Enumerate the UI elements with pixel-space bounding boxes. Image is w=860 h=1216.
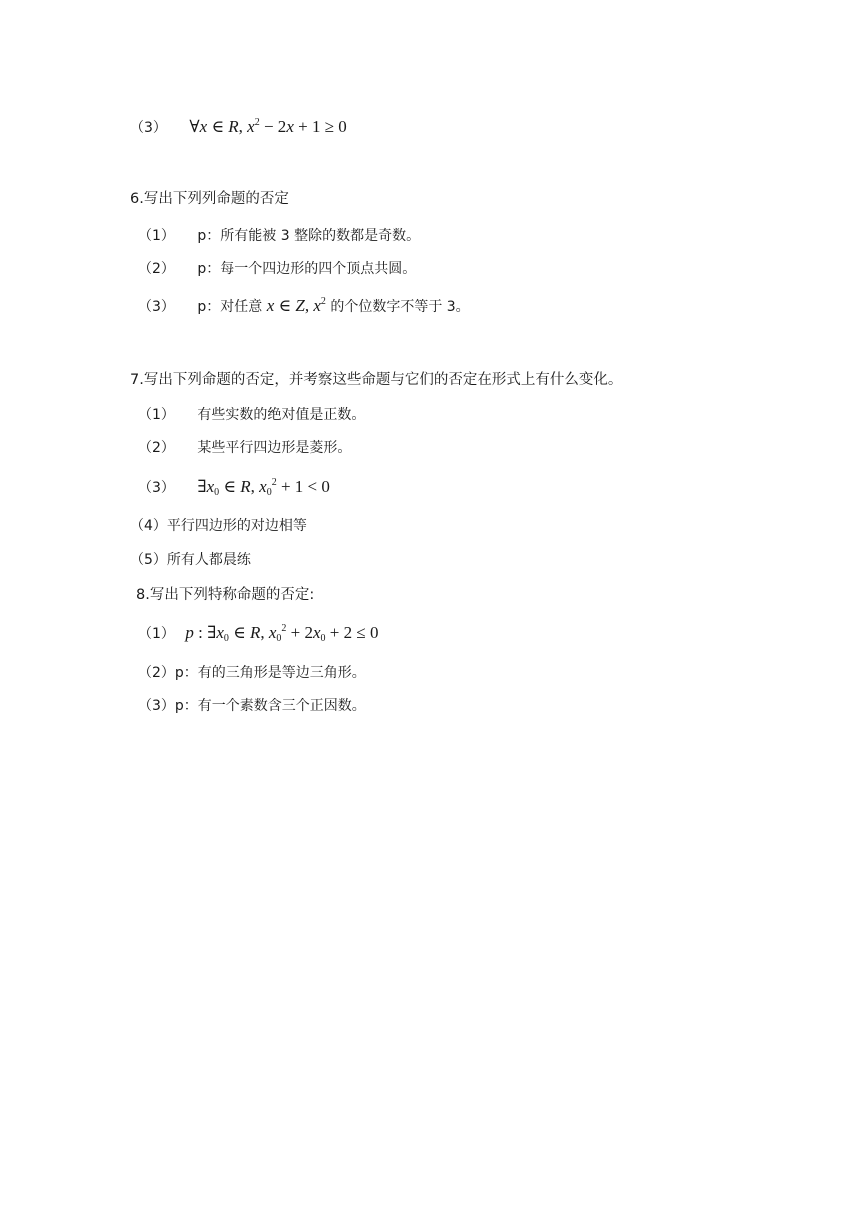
q7-item-2 (138, 439, 351, 457)
math-formula: x ∈ Z, $x^2$ (266, 296, 326, 315)
math-formula: p : $\exists x_0$ ∈ R, $x_0^2 + 2x_0 + 2 \le 0$ (185, 623, 379, 644)
item-text-prefix: p：对任意 (197, 299, 263, 315)
q6-item-3 (138, 297, 470, 316)
q6-item-2 (138, 260, 416, 278)
item-label: （1） (138, 228, 175, 244)
item-label: （1） (138, 626, 175, 642)
q7-item-4: （4）平行四边形的对边相等 (130, 518, 307, 534)
item-label: （3） (130, 120, 167, 136)
q6-item-1 (138, 227, 420, 245)
item-label: （2） (138, 440, 175, 456)
item-text: p：所有能被 3 整除的数都是奇数。 (197, 228, 421, 244)
math-formula: ∀x ∈ R, $x^2 - 2x + 1 \ge 0$ (189, 117, 347, 136)
q8-title: 8.写出下列特称命题的否定: (136, 587, 315, 603)
q6-title: 6.写出下列列命题的否定 (130, 191, 289, 207)
item-text: 某些平行四边形是菱形。 (197, 440, 352, 456)
item-label: （2） (138, 261, 175, 277)
q8-item-1 (138, 624, 378, 643)
item-text: p：每一个四边形的四个顶点共圆。 (197, 261, 417, 277)
q8-item-3: （3）p：有一个素数含三个正因数。 (138, 698, 366, 714)
q5-item-3 (130, 118, 347, 137)
item-text-suffix: 的个位数字不等于 3。 (330, 299, 470, 315)
item-label: （3） (138, 480, 175, 496)
q7-title: 7.写出下列命题的否定，并考察这些命题与它们的否定在形式上有什么变化。 (130, 372, 623, 388)
math-formula: $\exists x_0$ ∈ R, $x_0^2 + 1 < 0$ (197, 477, 330, 498)
q7-item-5: （5）所有人都晨练 (130, 552, 251, 568)
q8-item-2: （2）p：有的三角形是等边三角形。 (138, 665, 366, 681)
q7-item-3 (138, 478, 330, 497)
q7-item-1 (138, 406, 365, 424)
item-label: （1） (138, 407, 175, 423)
item-label: （3） (138, 299, 175, 315)
item-text: 有些实数的绝对值是正数。 (197, 407, 366, 423)
